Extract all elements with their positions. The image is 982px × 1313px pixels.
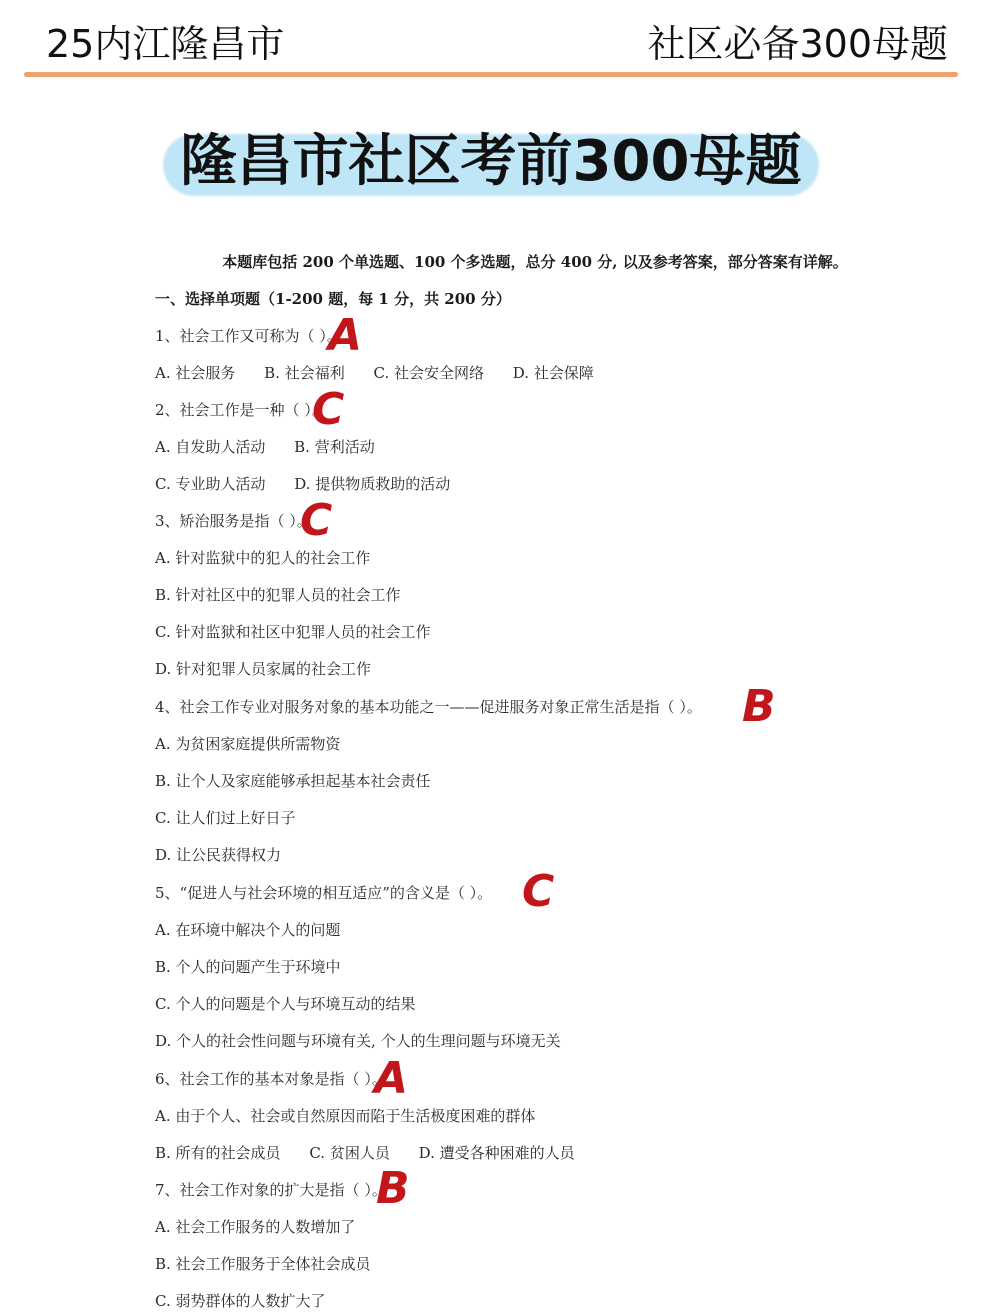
question-6-option-a: A. 由于个人、社会或自然原因而陷于生活极度困难的群体 bbox=[155, 1107, 536, 1125]
question-5-option-d: D. 个人的社会性问题与环境有关, 个人的生理问题与环境无关 bbox=[155, 1032, 561, 1050]
question-3-stem bbox=[155, 509, 312, 533]
question-7-option-c: C. 弱势群体的人数扩大了 bbox=[155, 1292, 326, 1310]
question-5-option-c: C. 个人的问题是个人与环境互动的结果 bbox=[155, 995, 416, 1013]
question-stem-text: 2、社会工作是一种（ ）。 bbox=[155, 401, 327, 419]
option-b: B. 社会福利 bbox=[264, 364, 345, 382]
header-left-title: 25内江隆昌市 bbox=[46, 22, 285, 66]
option-d: D. 提供物质救助的活动 bbox=[294, 475, 451, 493]
document-intro: 本题库包括 200 个单选题、100 个多选题，总分 400 分, 以及参考答案，部分答案有详解。 bbox=[222, 253, 848, 271]
question-2-answer-mark: C bbox=[312, 384, 345, 435]
option-c: C. 专业助人活动 bbox=[155, 475, 266, 493]
question-4-stem bbox=[155, 695, 702, 719]
question-stem-text: 6、社会工作的基本对象是指（ ）。 bbox=[155, 1070, 387, 1088]
question-3-option-a: A. 针对监狱中的犯人的社会工作 bbox=[155, 549, 371, 567]
option-c: C. 社会安全网络 bbox=[373, 364, 484, 382]
question-1-answer-mark: A bbox=[328, 310, 363, 361]
option-b: B. 所有的社会成员 bbox=[155, 1144, 281, 1162]
option-a: A. 自发助人活动 bbox=[155, 438, 266, 456]
question-6-answer-mark: A bbox=[374, 1053, 409, 1104]
question-4-answer-mark: B bbox=[742, 681, 776, 732]
question-1-options bbox=[155, 361, 618, 385]
question-5-option-a: A. 在环境中解决个人的问题 bbox=[155, 921, 341, 939]
question-stem-text: 4、社会工作专业对服务对象的基本功能之一——促进服务对象正常生活是指（ ）。 bbox=[155, 698, 702, 716]
question-stem-text: 3、矫治服务是指（ ）。 bbox=[155, 512, 312, 530]
question-stem-text: 5、“促进人与社会环境的相互适应”的含义是（ ）。 bbox=[155, 884, 493, 902]
question-7-stem bbox=[155, 1178, 387, 1202]
question-3-option-d: D. 针对犯罪人员家属的社会工作 bbox=[155, 660, 372, 678]
header-right-title: 社区必备300母题 bbox=[647, 22, 948, 66]
question-5-answer-mark: C bbox=[522, 866, 555, 917]
question-3-option-b: B. 针对社区中的犯罪人员的社会工作 bbox=[155, 586, 401, 604]
question-2-options-row-2 bbox=[155, 472, 474, 496]
option-a: A. 社会服务 bbox=[155, 364, 236, 382]
question-4-option-b: B. 让个人及家庭能够承担起基本社会责任 bbox=[155, 772, 431, 790]
question-7-answer-mark: B bbox=[376, 1163, 410, 1214]
question-4-option-a: A. 为贫困家庭提供所需物资 bbox=[155, 735, 341, 753]
section-title: 一、选择单项题（1-200 题，每 1 分，共 200 分） bbox=[155, 290, 511, 308]
question-5-stem bbox=[155, 881, 492, 905]
option-c: C. 贫困人员 bbox=[309, 1144, 390, 1162]
option-b: B. 营利活动 bbox=[294, 438, 375, 456]
question-4-option-d: D. 让公民获得权力 bbox=[155, 846, 282, 864]
question-stem-text: 7、社会工作对象的扩大是指（ ）。 bbox=[155, 1181, 387, 1199]
question-3-option-c: C. 针对监狱和社区中犯罪人员的社会工作 bbox=[155, 623, 431, 641]
question-5-option-b: B. 个人的问题产生于环境中 bbox=[155, 958, 341, 976]
option-d: D. 社会保障 bbox=[512, 364, 594, 382]
question-6-options-row-2 bbox=[155, 1141, 599, 1165]
question-2-stem bbox=[155, 398, 327, 422]
question-6-stem bbox=[155, 1067, 387, 1091]
banner-title: 隆昌市社区考前300母题 bbox=[163, 122, 820, 202]
question-4-option-c: C. 让人们过上好日子 bbox=[155, 809, 296, 827]
question-7-option-b: B. 社会工作服务于全体社会成员 bbox=[155, 1255, 371, 1273]
question-3-answer-mark: C bbox=[300, 495, 333, 546]
question-2-options-row-1 bbox=[155, 435, 399, 459]
question-1-stem bbox=[155, 324, 342, 348]
option-d: D. 遭受各种困难的人员 bbox=[418, 1144, 575, 1162]
question-stem-text: 1、社会工作又可称为（ ）。 bbox=[155, 327, 342, 345]
question-7-option-a: A. 社会工作服务的人数增加了 bbox=[155, 1218, 356, 1236]
